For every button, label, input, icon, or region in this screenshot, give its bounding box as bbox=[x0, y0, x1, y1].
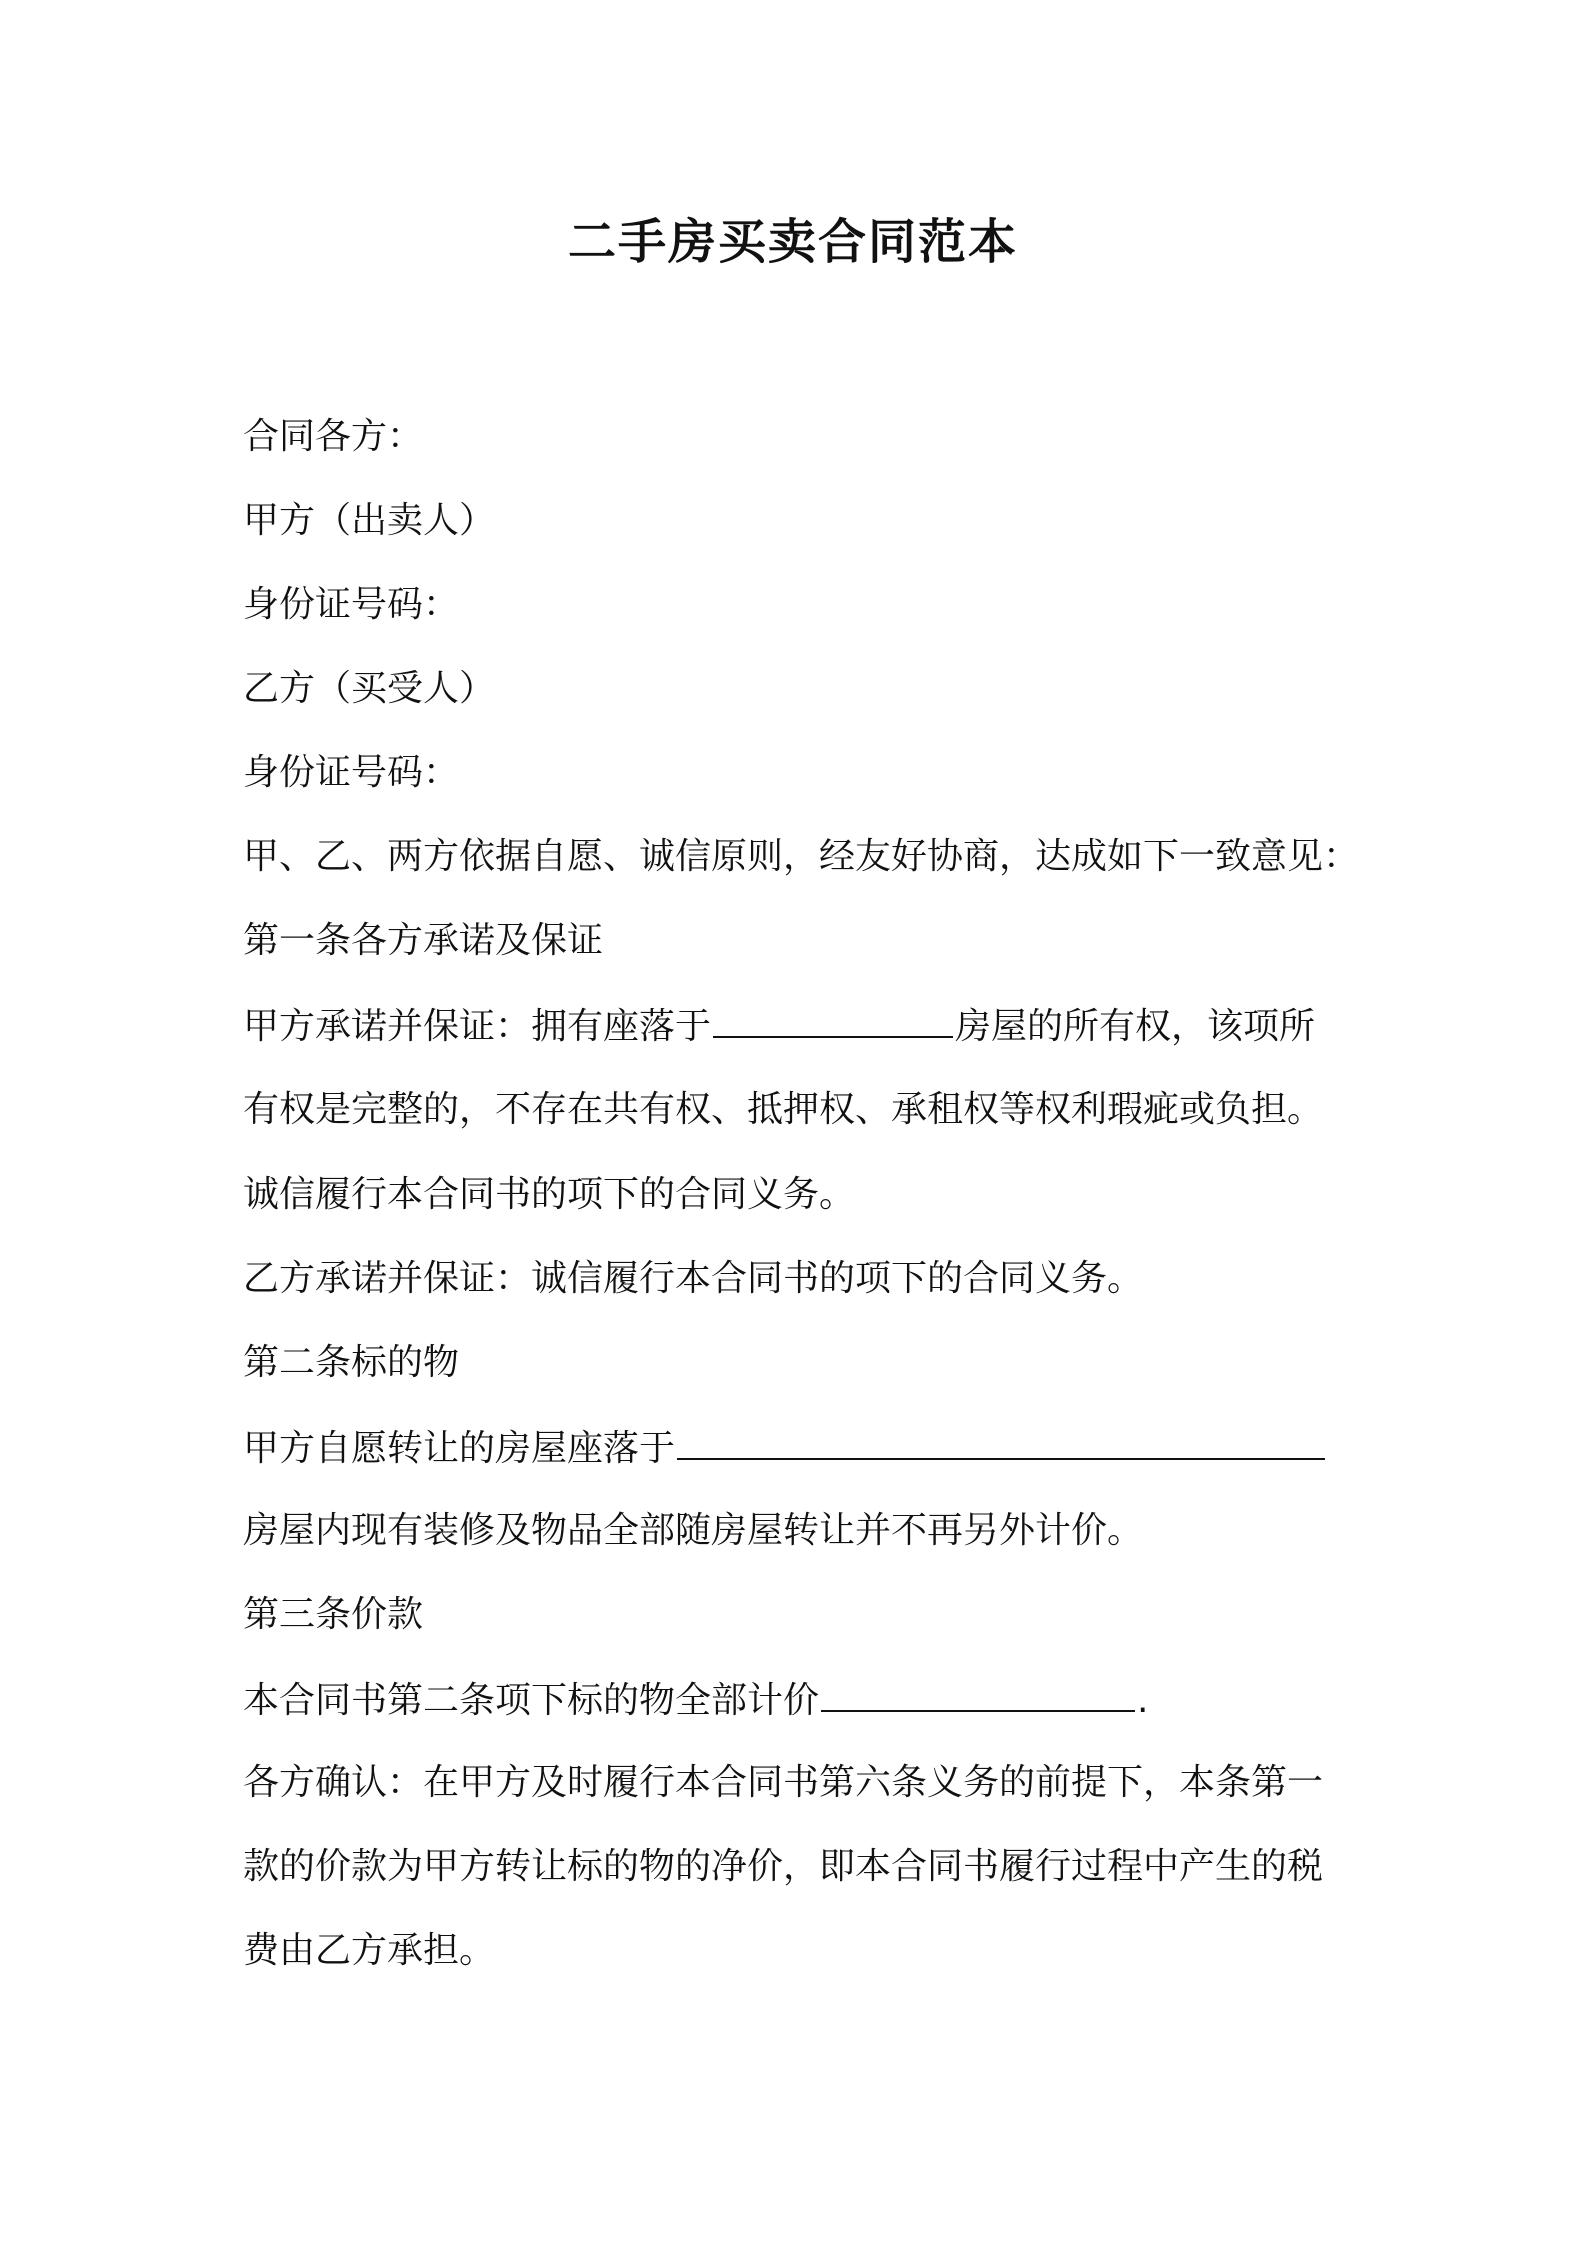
price-text: 本合同书第二条项下标的物全部计价 bbox=[243, 1680, 820, 1721]
parties-heading: 合同各方： bbox=[243, 416, 424, 457]
party-b-promise: 乙方承诺并保证：诚信履行本合同书的项下的合同义务。 bbox=[243, 1258, 1144, 1299]
party-a-id-label: 身份证号码： bbox=[243, 584, 460, 625]
article-2-heading: 第二条标的物 bbox=[243, 1342, 460, 1383]
article-3-heading: 第三条价款 bbox=[243, 1594, 424, 1635]
party-a-label: 甲方（出卖人） bbox=[243, 500, 496, 541]
party-a-obligation: 诚信履行本合同书的项下的合同义务。 bbox=[243, 1174, 856, 1215]
subject-location-blank[interactable] bbox=[677, 1422, 1325, 1460]
price-blank[interactable] bbox=[821, 1674, 1135, 1712]
subject-location-line bbox=[243, 1422, 1363, 1474]
article-1-heading: 第一条各方承诺及保证 bbox=[243, 920, 604, 961]
subject-location-text: 甲方自愿转让的房屋座落于 bbox=[243, 1428, 676, 1469]
party-b-id-label: 身份证号码： bbox=[243, 752, 460, 793]
property-location-blank[interactable] bbox=[713, 1000, 953, 1038]
document-title: 二手房买卖合同范本 bbox=[567, 214, 1018, 270]
price-period: . bbox=[1137, 1680, 1149, 1721]
ownership-clause: 有权是完整的，不存在共有权、抵押权、承租权等权利瑕疵或负担。 bbox=[243, 1089, 1324, 1130]
party-b-label: 乙方（买受人） bbox=[243, 668, 496, 709]
tax-clause: 费由乙方承担。 bbox=[243, 1930, 496, 1971]
party-a-promise-line bbox=[243, 1000, 1363, 1052]
party-a-promise-text: 甲方承诺并保证：拥有座落于 bbox=[243, 1006, 712, 1047]
net-price-clause: 款的价款为甲方转让标的物的净价，即本合同书履行过程中产生的税 bbox=[243, 1846, 1324, 1887]
party-a-promise-text-cont: 房屋的所有权，该项所 bbox=[955, 1006, 1316, 1047]
agreement-intro: 甲、乙、两方依据自愿、诚信原则，经友好协商，达成如下一致意见： bbox=[243, 836, 1360, 877]
confirmation-clause: 各方确认：在甲方及时履行本合同书第六条义务的前提下，本条第一 bbox=[243, 1762, 1324, 1803]
price-line bbox=[243, 1674, 1363, 1726]
decoration-clause: 房屋内现有装修及物品全部随房屋转让并不再另外计价。 bbox=[243, 1510, 1144, 1551]
